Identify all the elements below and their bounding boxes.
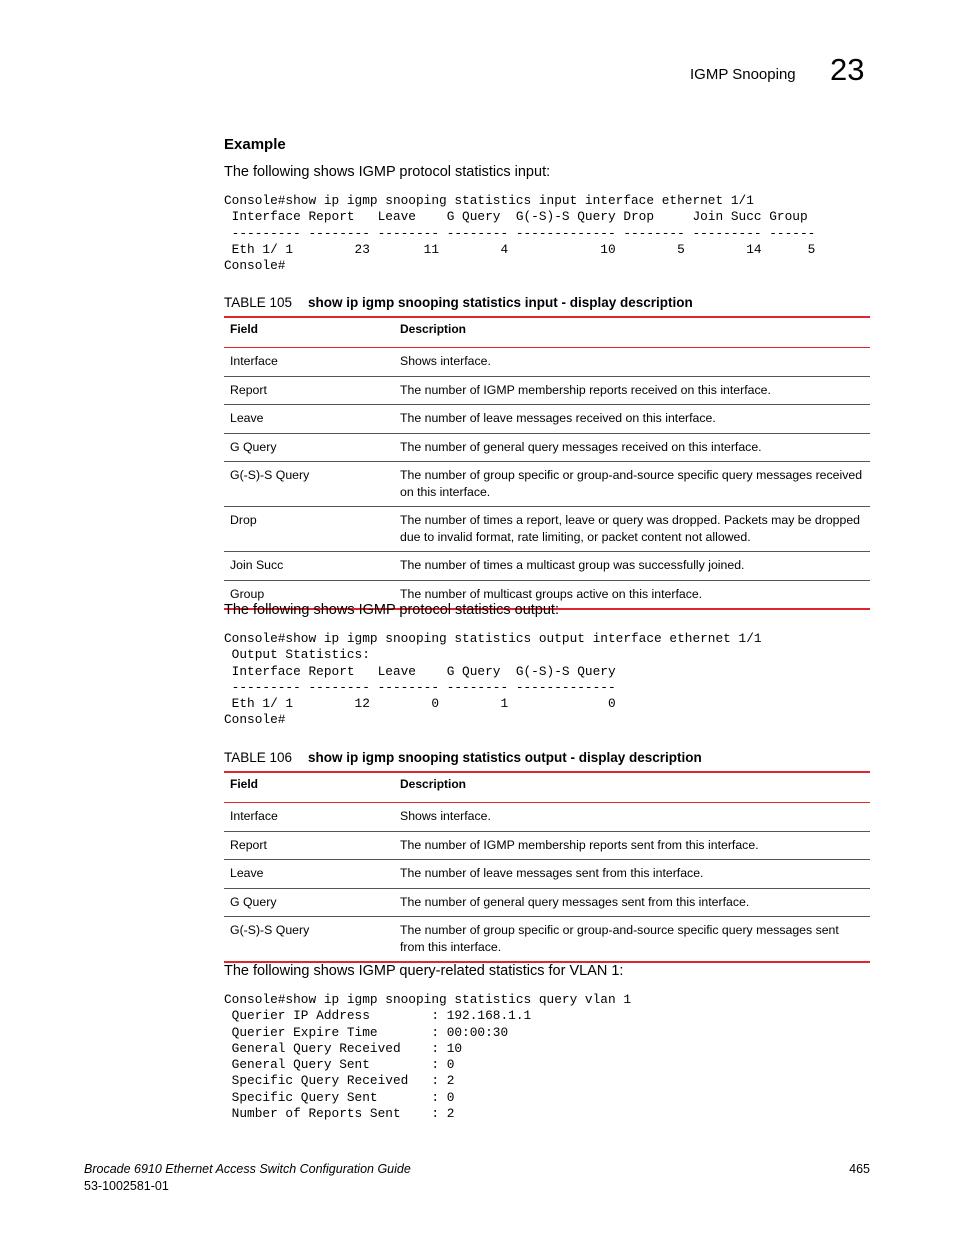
field-cell: Leave xyxy=(224,860,394,889)
description-cell: The number of general query messages received on this interface. xyxy=(394,433,870,462)
table-row xyxy=(224,433,870,462)
query-cli-output: Console#show ip igmp snooping statistics query vlan 1 Querier IP Address : 192.168.1.1 Querier Expire Time : 00:00:30 General Query Received : 10 General Query Sent : 0 Specific Query Received : 2 Specific Query Sent : 0 Number of Reports Sent : 2 xyxy=(224,992,632,1122)
document-title: Brocade 6910 Ethernet Access Switch Configuration Guide xyxy=(84,1162,411,1176)
description-cell: The number of times a report, leave or query was dropped. Packets may be dropped due to invalid format, rate limiting, or packet content not allowed. xyxy=(394,507,870,552)
table-row xyxy=(224,888,870,917)
table-row xyxy=(224,860,870,889)
field-cell: Report xyxy=(224,376,394,405)
output-cli-output: Console#show ip igmp snooping statistics output interface ethernet 1/1 Output Statistics: Interface Report Leave G Query G(-S)-S Query --------- -------- -------- -------- ------------- Eth 1/ 1 12 0 1 0 Console# xyxy=(224,631,762,728)
description-cell: Shows interface. xyxy=(394,348,870,377)
table-row xyxy=(224,405,870,434)
table-row xyxy=(224,831,870,860)
table-header-row xyxy=(224,317,870,348)
input-intro: The following shows IGMP protocol statistics input: xyxy=(224,164,551,180)
column-header-description: Description xyxy=(394,317,870,348)
table-row xyxy=(224,552,870,581)
table-row xyxy=(224,507,870,552)
input-cli-output: Console#show ip igmp snooping statistics input interface ethernet 1/1 Interface Report Leave G Query G(-S)-S Query Drop Join Succ Group --------- -------- -------- -------- ------------- -------- --------- ------ Eth 1/ 1 23 11 4 10 5 14 5 Console# xyxy=(224,193,816,274)
description-cell: The number of times a multicast group was successfully joined. xyxy=(394,552,870,581)
field-cell: Drop xyxy=(224,507,394,552)
field-cell: Report xyxy=(224,831,394,860)
description-cell: The number of IGMP membership reports received on this interface. xyxy=(394,376,870,405)
table-row xyxy=(224,917,870,963)
table-105-number: TABLE 105 xyxy=(224,295,293,310)
description-cell: The number of general query messages sent from this interface. xyxy=(394,888,870,917)
field-cell: G Query xyxy=(224,888,394,917)
table-105 xyxy=(224,316,870,610)
example-heading: Example xyxy=(224,136,286,153)
table-header-row xyxy=(224,772,870,803)
description-cell: The number of IGMP membership reports sent from this interface. xyxy=(394,831,870,860)
column-header-description: Description xyxy=(394,772,870,803)
description-cell: The number of group specific or group-and-source specific query messages received on this interface. xyxy=(394,462,870,507)
description-cell: The number of leave messages received on this interface. xyxy=(394,405,870,434)
field-cell: Group xyxy=(224,580,394,609)
query-intro: The following shows IGMP query-related statistics for VLAN 1: xyxy=(224,963,624,979)
description-cell: The number of group specific or group-and-source specific query messages sent from this interface. xyxy=(394,917,870,963)
field-cell: G(-S)-S Query xyxy=(224,917,394,963)
column-header-field: Field xyxy=(224,317,394,348)
chapter-number: 23 xyxy=(830,52,865,87)
page-number: 465 xyxy=(849,1162,870,1176)
table-row xyxy=(224,462,870,507)
column-header-field: Field xyxy=(224,772,394,803)
field-cell: Interface xyxy=(224,803,394,832)
description-cell: Shows interface. xyxy=(394,803,870,832)
table-106-title: show ip igmp snooping statistics output - display description xyxy=(308,750,702,765)
document-number: 53-1002581-01 xyxy=(84,1179,169,1193)
field-cell: G Query xyxy=(224,433,394,462)
table-106 xyxy=(224,771,870,963)
output-intro: The following shows IGMP protocol statistics output: xyxy=(224,602,559,618)
table-105-caption xyxy=(224,295,693,310)
description-cell: The number of multicast groups active on this interface. xyxy=(394,580,870,609)
table-105-title: show ip igmp snooping statistics input - display description xyxy=(308,295,693,310)
section-title: IGMP Snooping xyxy=(690,66,796,83)
table-row xyxy=(224,376,870,405)
description-cell: The number of leave messages sent from this interface. xyxy=(394,860,870,889)
field-cell: Join Succ xyxy=(224,552,394,581)
table-106-caption xyxy=(224,750,702,765)
field-cell: Interface xyxy=(224,348,394,377)
table-106-number: TABLE 106 xyxy=(224,750,293,765)
table-row xyxy=(224,803,870,832)
field-cell: G(-S)-S Query xyxy=(224,462,394,507)
table-row xyxy=(224,348,870,377)
field-cell: Leave xyxy=(224,405,394,434)
